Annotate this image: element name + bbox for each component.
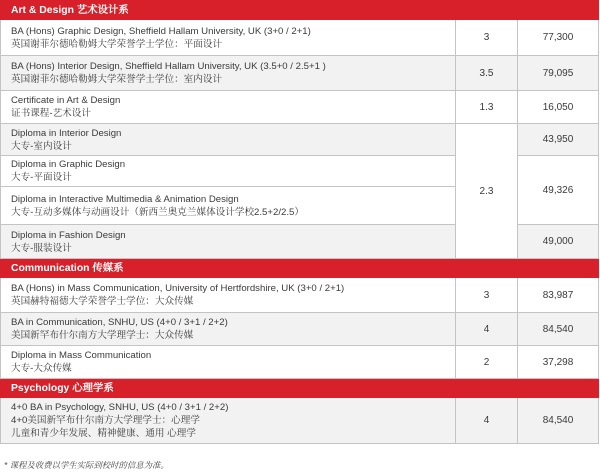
program-name-en: Diploma in Interactive Multimedia & Animation Design	[11, 193, 239, 205]
program-name-zh: 证书课程-艺术设计	[11, 108, 91, 119]
program-name-zh: 大专-平面设计	[11, 172, 72, 183]
duration-cell: 2.3	[456, 124, 518, 259]
program-name-zh: 英国谢菲尔德哈勒姆大学荣誉学士学位：室内设计	[11, 74, 223, 85]
table-row	[1, 346, 599, 379]
footnote: * 课程及收费以学生实际到校时的信息为准。	[4, 460, 169, 470]
section-title: Communication 传媒系	[1, 259, 599, 278]
program-name-zh: 英国谢菲尔德哈勒姆大学荣誉学士学位：平面设计	[11, 38, 223, 50]
program-name-en: Certificate in Art & Design	[11, 95, 121, 106]
duration-cell: 3.5	[456, 56, 518, 91]
program-name-en: BA (Hons) Graphic Design, Sheffield Hallam University, UK (3+0 / 2+1)	[11, 25, 311, 37]
table-row	[1, 20, 599, 56]
duration-cell: 1.3	[456, 91, 518, 124]
program-name-zh: 大专-服装设计	[11, 242, 72, 254]
fee-cell: 43,950	[518, 124, 599, 156]
section-title: Art & Design 艺术设计系	[1, 1, 599, 20]
table-row	[1, 124, 599, 156]
program-name-en: BA in Communication, SNHU, US (4+0 / 3+1 / 2+2)	[11, 317, 228, 328]
duration-cell: 4	[456, 313, 518, 346]
fee-cell: 83,987	[518, 278, 599, 313]
section-header-psychology	[1, 379, 599, 398]
program-name-zh: 大专-互动多媒体与动画设计（新西兰奥克兰媒体设计学校2.5+2/2.5）	[11, 206, 304, 218]
section-title: Psychology 心理学系	[1, 379, 599, 398]
program-name-en: 4+0 BA in Psychology, SNHU, US (4+0 / 3+1 / 2+2)	[11, 402, 229, 413]
fee-cell: 84,540	[518, 398, 599, 444]
table-row	[1, 91, 599, 124]
duration-cell: 2	[456, 346, 518, 379]
table-row	[1, 313, 599, 346]
fee-cell: 77,300	[518, 20, 599, 56]
fee-cell: 84,540	[518, 313, 599, 346]
fee-cell: 49,326	[518, 156, 599, 225]
duration-cell: 4	[456, 398, 518, 444]
duration-cell: 3	[456, 278, 518, 313]
program-name-en: Diploma in Interior Design	[11, 127, 122, 139]
program-specializations: 儿童和青少年发展、精神健康、通用 心理学	[11, 428, 196, 439]
section-header-communication	[1, 259, 599, 278]
program-name-en: Diploma in Graphic Design	[11, 159, 126, 170]
table-row	[1, 278, 599, 313]
fee-cell: 37,298	[518, 346, 599, 379]
table-row	[1, 398, 599, 444]
program-name-zh: 大专-大众传媒	[11, 363, 72, 374]
table-row	[1, 56, 599, 91]
program-name-en: Diploma in Mass Communication	[11, 350, 152, 361]
program-name-zh: 美国新罕布什尔南方大学理学士：大众传媒	[11, 330, 194, 341]
duration-cell: 3	[456, 20, 518, 56]
program-name-zh: 4+0美国新罕布什尔南方大学理学士：心理学	[11, 415, 200, 426]
section-header-art-design	[1, 1, 599, 20]
program-name-en: BA (Hons) Interior Design, Sheffield Hallam University, UK (3.5+0 / 2.5+1 )	[11, 61, 326, 72]
program-name-zh: 大专-室内设计	[11, 140, 72, 152]
fee-cell: 79,095	[518, 56, 599, 91]
fee-cell: 16,050	[518, 91, 599, 124]
program-name-en: Diploma in Fashion Design	[11, 229, 126, 241]
program-name-zh: 英国赫特福德大学荣誉学士学位：大众传媒	[11, 296, 194, 307]
fee-cell: 49,000	[518, 225, 599, 259]
program-name-en: BA (Hons) in Mass Communication, University of Hertfordshire, UK (3+0 / 2+1)	[11, 283, 345, 294]
